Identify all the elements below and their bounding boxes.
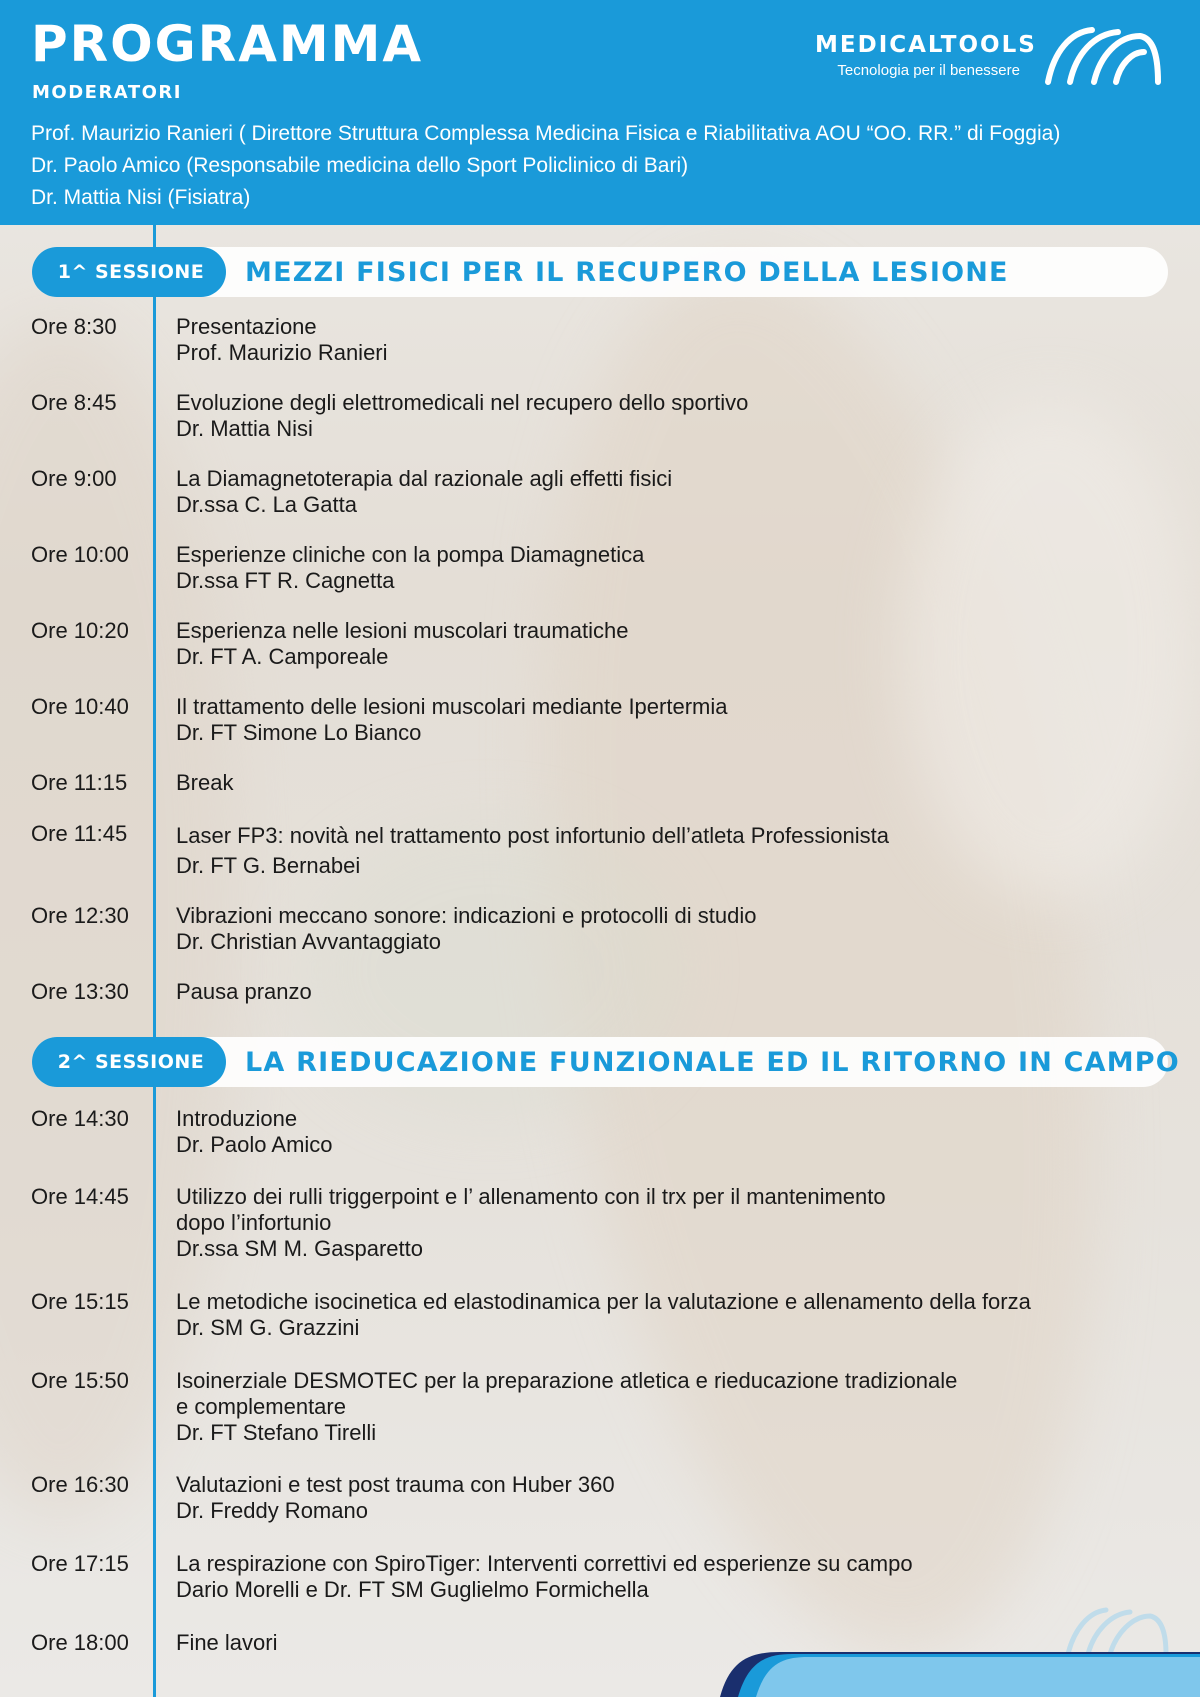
moderator-item: Dr. Mattia Nisi (Fisiatra) (31, 186, 251, 209)
row-text: La Diamagnetoterapia dal razionale agli effetti fisici (176, 466, 673, 491)
row-speaker: Prof. Maurizio Ranieri (176, 340, 388, 365)
schedule-row (0, 770, 1200, 821)
row-content (176, 770, 1176, 796)
row-content (176, 1551, 1176, 1603)
row-speaker: Dr. Mattia Nisi (176, 416, 313, 441)
moderator-item: Prof. Maurizio Ranieri ( Direttore Struttura Complessa Medicina Fisica e Riabilitativa AOU “OO. RR.” di Foggia) (31, 122, 1061, 145)
row-content (176, 821, 1176, 881)
row-time: Ore 14:45 (31, 1184, 129, 1209)
row-time: Ore 12:30 (31, 903, 129, 928)
row-speaker: Dr.ssa C. La Gatta (176, 492, 357, 517)
row-content (176, 314, 1176, 366)
row-time: Ore 18:00 (31, 1630, 129, 1655)
row-time: Ore 14:30 (31, 1106, 129, 1131)
row-time: Ore 17:15 (31, 1551, 129, 1576)
row-time: Ore 8:45 (31, 390, 117, 415)
session-1-badge: 1^ SESSIONE (32, 247, 226, 297)
row-content (176, 1184, 1176, 1262)
row-text: Valutazioni e test post trauma con Huber 360 (176, 1472, 615, 1497)
brand-tagline: Tecnologia per il benessere (837, 62, 1020, 79)
row-speaker: Dr. FT G. Bernabei (176, 853, 361, 878)
row-content (176, 618, 1176, 670)
schedule-row (0, 542, 1200, 618)
row-speaker: Dr.ssa SM M. Gasparetto (176, 1236, 423, 1261)
row-text: Pausa pranzo (176, 979, 312, 1004)
row-time: Ore 11:45 (31, 821, 128, 846)
row-content (176, 903, 1176, 955)
schedule-row (0, 821, 1200, 903)
session-2-badge: 2^ SESSIONE (32, 1037, 226, 1087)
row-text: Fine lavori (176, 1630, 278, 1655)
row-time: Ore 15:15 (31, 1289, 129, 1314)
row-text: La respirazione con SpiroTiger: Interventi correttivi ed esperienze su campo (176, 1551, 913, 1576)
row-content (176, 466, 1176, 518)
schedule-row (0, 1551, 1200, 1630)
logo-watermark-icon (1062, 1604, 1172, 1656)
corner-decoration (720, 1652, 1200, 1697)
row-text: Esperienze cliniche con la pompa Diamagnetica (176, 542, 645, 567)
schedule-row (0, 1106, 1200, 1184)
row-time: Ore 9:00 (31, 466, 117, 491)
row-text: Il trattamento delle lesioni muscolari mediante Ipertermia (176, 694, 728, 719)
schedule-row (0, 466, 1200, 542)
row-text: e complementare (176, 1394, 346, 1419)
session-2-bar (32, 1037, 1180, 1087)
schedule-row (0, 1472, 1200, 1551)
row-text: Esperienza nelle lesioni muscolari traumatiche (176, 618, 629, 643)
schedule-row (0, 1289, 1200, 1368)
schedule-row (0, 390, 1200, 466)
moderator-item: Dr. Paolo Amico (Responsabile medicina dello Sport Policlinico di Bari) (31, 154, 689, 177)
row-content (176, 979, 1176, 1005)
row-text: Utilizzo dei rulli triggerpoint e l’ allenamento con il trx per il mantenimento (176, 1184, 886, 1209)
row-text: Break (176, 770, 234, 795)
row-speaker: Dr. Freddy Romano (176, 1498, 368, 1523)
row-speaker: Dario Morelli e Dr. FT SM Guglielmo Formichella (176, 1577, 649, 1602)
brand-name: MEDICALTOOLS (815, 32, 1037, 58)
row-content (176, 1368, 1176, 1446)
brand-block (815, 32, 1037, 79)
schedule-row (0, 979, 1200, 1019)
session-1-bar (32, 247, 1168, 297)
session-1-schedule (0, 314, 1200, 1019)
row-speaker: Dr. Christian Avvantaggiato (176, 929, 441, 954)
page-title: PROGRAMMA (31, 15, 424, 73)
row-text: Presentazione (176, 314, 317, 339)
row-time: Ore 13:30 (31, 979, 129, 1004)
row-time: Ore 10:40 (31, 694, 129, 719)
row-text: dopo l’infortunio (176, 1210, 332, 1235)
row-content (176, 542, 1176, 594)
row-text: Le metodiche isocinetica ed elastodinamica per la valutazione e allenamento della forza (176, 1289, 1031, 1314)
row-speaker: Dr.ssa FT R. Cagnetta (176, 568, 395, 593)
row-time: Ore 10:00 (31, 542, 129, 567)
row-text: Introduzione (176, 1106, 298, 1131)
schedule-row (0, 618, 1200, 694)
row-speaker: Dr. FT Simone Lo Bianco (176, 720, 422, 745)
row-content (176, 1289, 1176, 1341)
row-speaker: Dr. FT A. Camporeale (176, 644, 389, 669)
row-speaker: Dr. FT Stefano Tirelli (176, 1420, 377, 1445)
row-time: Ore 8:30 (31, 314, 117, 339)
schedule-row (0, 314, 1200, 390)
moderators-heading: MODERATORI (32, 82, 182, 103)
row-text: Vibrazioni meccano sonore: indicazioni e protocolli di studio (176, 903, 757, 928)
medicaltools-logo-icon (1040, 22, 1164, 86)
schedule-row (0, 1368, 1200, 1472)
session-2-title: LA RIEDUCAZIONE FUNZIONALE ED IL RITORNO IN CAMPO (245, 1047, 1180, 1078)
row-content (176, 1472, 1176, 1524)
row-speaker: Dr. SM G. Grazzini (176, 1315, 360, 1340)
schedule-row (0, 1184, 1200, 1289)
row-time: Ore 16:30 (31, 1472, 129, 1497)
row-text: Isoinerziale DESMOTEC per la preparazione atletica e rieducazione tradizionale (176, 1368, 958, 1393)
row-time: Ore 15:50 (31, 1368, 129, 1393)
schedule-row (0, 694, 1200, 770)
row-text: Laser FP3: novità nel trattamento post infortunio dell’atleta Professionista (176, 823, 889, 848)
row-time: Ore 10:20 (31, 618, 129, 643)
session-2-schedule (0, 1106, 1200, 1670)
row-text: Evoluzione degli elettromedicali nel recupero dello sportivo (176, 390, 749, 415)
schedule-row (0, 903, 1200, 979)
row-time: Ore 11:15 (31, 770, 128, 795)
row-content (176, 1106, 1176, 1158)
row-content (176, 694, 1176, 746)
moderators-list (31, 118, 1060, 214)
program-header (0, 0, 1200, 225)
session-1-title: MEZZI FISICI PER IL RECUPERO DELLA LESIONE (245, 257, 1009, 288)
row-content (176, 390, 1176, 442)
row-speaker: Dr. Paolo Amico (176, 1132, 333, 1157)
